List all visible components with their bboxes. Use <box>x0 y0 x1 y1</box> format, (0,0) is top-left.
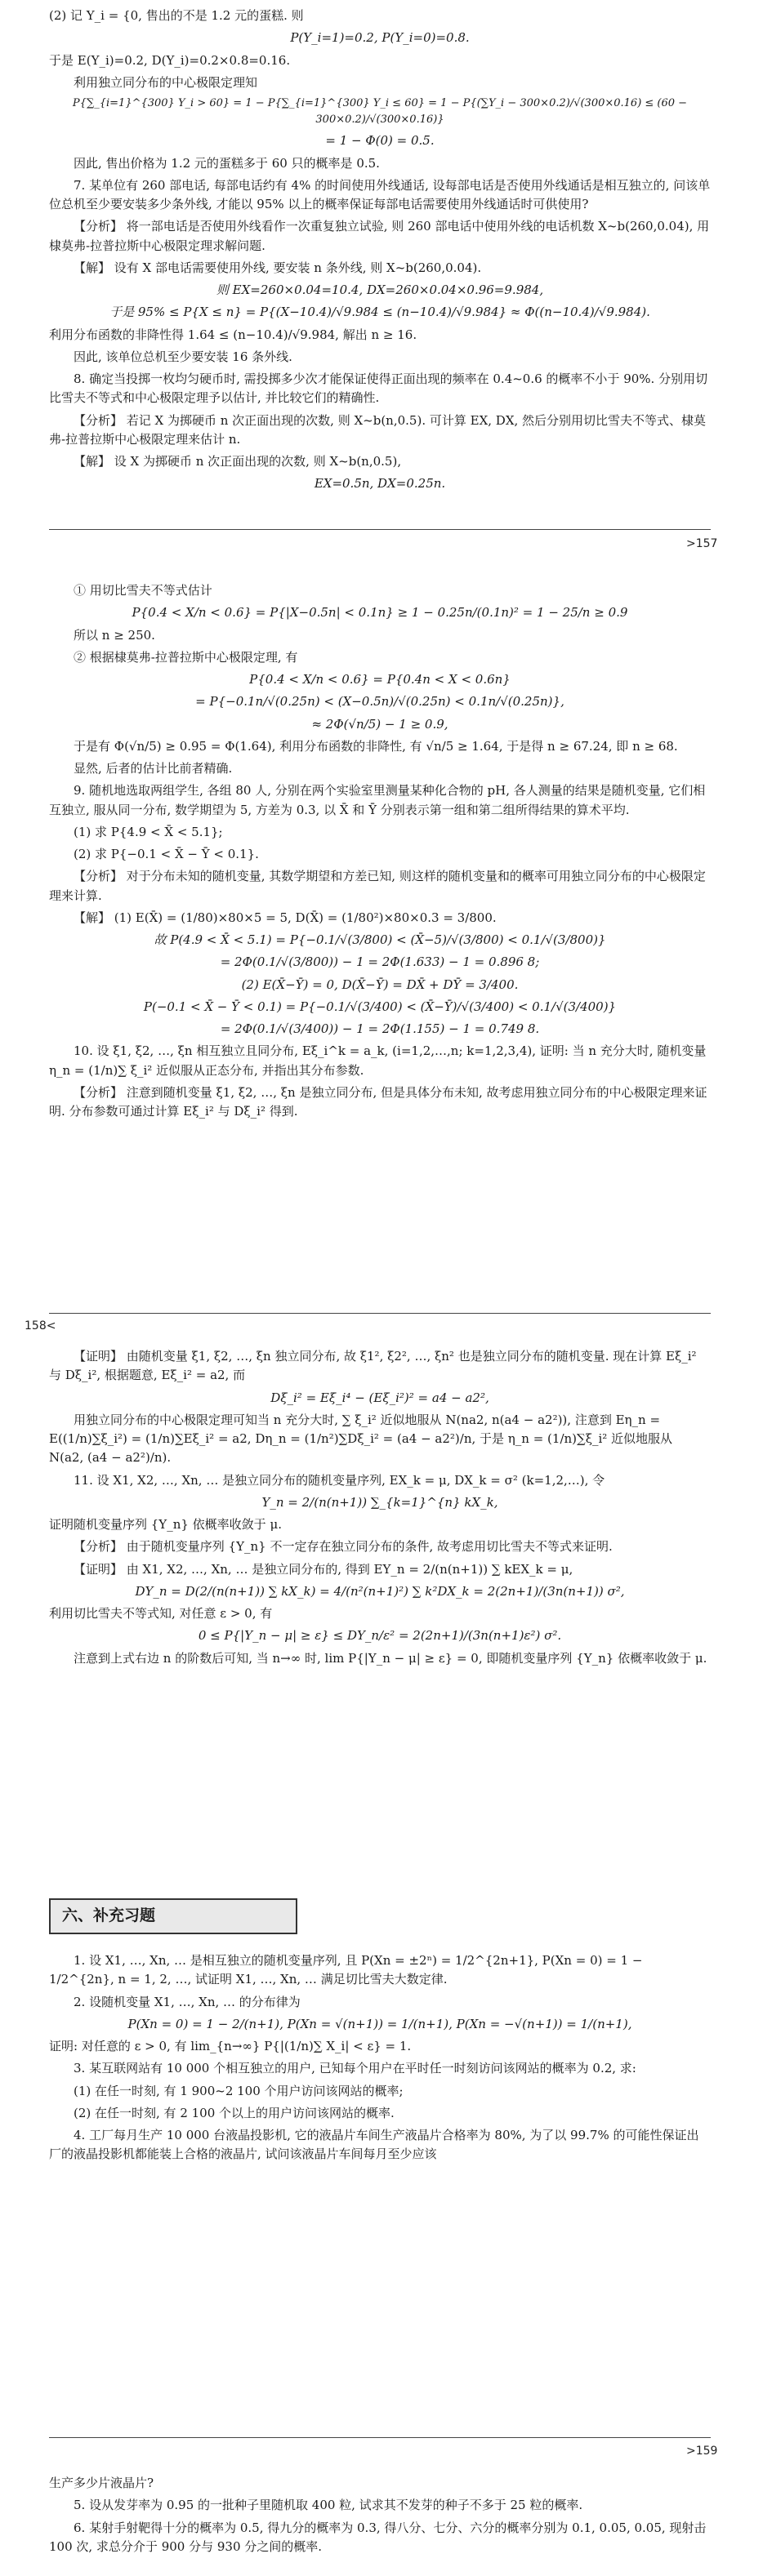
text-line: 利用切比雪夫不等式知, 对任意 ε > 0, 有 <box>49 1606 273 1621</box>
text-line: 所以 n ≥ 250. <box>74 627 155 643</box>
formula: (2) E(X̄−Ȳ) = 0, D(X̄−Ȳ) = DX̄ + DȲ = 3/400. <box>241 977 519 992</box>
formula: 于是 95% ≤ P{X ≤ n} = P{(X−10.4)/√9.984 ≤ (n−10.4)/√9.984} ≈ Φ((n−10.4)/√9.984). <box>109 305 650 320</box>
formula: = 1 − Φ(0) = 0.5. <box>325 133 435 149</box>
exercise-text: (1) 在任一时刻, 有 1 900~2 100 个用户访问该网站的概率; <box>74 2083 404 2098</box>
formula: = P{−0.1n/√(0.25n) < (X−0.5n)/√(0.25n) < 0.1n/√(0.25n)}, <box>195 694 564 710</box>
formula: Y_n = 2/(n(n+1)) ∑_{k=1}^{n} kX_k, <box>261 1494 498 1510</box>
formula: DY_n = D(2/(n(n+1)) ∑ kX_k) = 4/(n²(n+1)²) ∑ k²DX_k = 2(2n+1)/(3n(n+1)) σ², <box>135 1583 625 1599</box>
formula: 则 EX=260×0.04=10.4, DX=260×0.04×0.96=9.984, <box>216 283 544 298</box>
text-line: 证明: 对任意的 ε > 0, 有 lim_{n→∞} P{|(1/n)∑ X_i| < ε} = 1. <box>49 2039 412 2053</box>
page-divider <box>49 2437 711 2438</box>
text-line: 于是有 Φ(√n/5) ≥ 0.95 = Φ(1.64), 利用分布函数的非降性, 有 √n/5 ≥ 1.64, 于是得 n ≥ 67.24, 即 n ≥ 68. <box>74 738 678 754</box>
text-line: (2) 求 P{−0.1 < X̄ − Ȳ < 0.1}. <box>74 847 259 861</box>
problem-text: 10. 设 ξ1, ξ2, …, ξn 相互独立且同分布, Eξ_i^k = a_k, (i=1,2,…,n; k=1,2,3,4), 证明: 当 n 充分大时, 随机变量 η_n = (1/n)∑ ξ_i² 近似服从正态分布, 并指出其分布参数. <box>49 1043 707 1078</box>
text-line: 因此, 该单位总机至少要安装 16 条外线. <box>74 349 292 364</box>
problem-text: 11. 设 X1, X2, …, Xn, … 是独立同分布的随机变量序列, EX_k = μ, DX_k = σ² (k=1,2,…), 令 <box>74 1472 605 1488</box>
analysis-text: 【分析】 注意到随机变量 ξ1, ξ2, …, ξn 是独立同分布, 但是具体分布未知, 故考虑用独立同分布的中心极限定理来证明. 分布参数可通过计算 Eξ_i² 与 Dξ_i² 得到. <box>49 1084 707 1119</box>
text-line: ② 根据棣莫弗-拉普拉斯中心极限定理, 有 <box>74 649 298 665</box>
solution-text: 【解】 设 X 为掷硬币 n 次正面出现的次数, 则 X~b(n,0.5), <box>74 454 402 469</box>
section-heading <box>49 1898 297 1934</box>
proof-text: 【证明】 由 X1, X2, …, Xn, … 是独立同分布的, 得到 EY_n = 2/(n(n+1)) ∑ kEX_k = μ, <box>74 1561 573 1577</box>
analysis-text: 【分析】 对于分布未知的随机变量, 其数学期望和方差已知, 则这样的随机变量和的概率可用独立同分布的中心极限定理来计算. <box>49 869 706 903</box>
formula: 0 ≤ P{|Y_n − μ| ≥ ε} ≤ DY_n/ε² = 2(2n+1)/(3n(n+1)ε²) σ². <box>198 1628 562 1644</box>
exercise-text: 5. 设从发芽率为 0.95 的一批种子里随机取 400 粒, 试求其不发芽的种子不多于 25 粒的概率. <box>74 2498 583 2513</box>
analysis-text: 【分析】 若记 X 为掷硬币 n 次正面出现的次数, 则 X~b(n,0.5). 可计算 EX, DX, 然后分别用切比雪夫不等式、棣莫弗-拉普拉斯中心极限定理来估计 n. <box>49 412 707 447</box>
text-line: 用独立同分布的中心极限定理可知当 n 充分大时, ∑ ξ_i² 近似地服从 N(na2, n(a4 − a2²)), 注意到 Eη_n = E((1/n)∑ξ_i²) = (1/n)∑Eξ_i² = a2, Dη_n = (1/n²)∑Dξ_i² = (a4 − a2²)/n, 于是 η_n = (1/n)∑ξ_i² 近似地服从 N(a2, (a4 − a2²)/n). <box>49 1412 673 1466</box>
exercise-text: 1. 设 X1, …, Xn, … 是相互独立的随机变量序列, 且 P(Xn = ±2ⁿ) = 1/2^{2n+1}, P(Xn = 0) = 1 − 1/2^{2n}, n = 1, 2, …, 试证明 X1, …, Xn, … 满足切比雪夫大数定律. <box>49 1953 643 1987</box>
text-line: 生产多少片液晶片? <box>49 2476 154 2490</box>
content-block-3 <box>49 1347 711 1671</box>
problem-text: 8. 确定当投掷一枚均匀硬币时, 需投掷多少次才能保证使得正面出现的频率在 0.4~0.6 的概率不小于 90%. 分别用切比雪夫不等式和中心极限定理予以估计, 并比较它们的精确性. <box>49 371 708 406</box>
text-line: (2) 记 Y_i = {0, 售出的不是 1.2 元的蛋糕. 则 <box>49 8 304 23</box>
formula: P{∑_{i=1}^{300} Y_i > 60} = 1 − P{∑_{i=1}^{300} Y_i ≤ 60} = 1 − P{(∑Y_i − 300×0.2)/√(300×0.16) ≤ (60 − 300×0.2)/√(300×0.16)} <box>72 97 688 127</box>
formula: P{0.4 < X/n < 0.6} = P{|X−0.5n| < 0.1n} ≥ 1 − 0.25n/(0.1n)² = 1 − 25/n ≥ 0.9 <box>132 605 628 621</box>
problem-text: 9. 随机地选取两组学生, 各组 80 人, 分别在两个实验室里测量某种化合物的 pH, 各人测量的结果是随机变量, 它们相互独立, 服从同一分布, 数学期望为 5, 方差为 0.3, 以 X̄ 和 Ȳ 分别表示第一组和第二组所得结果的算术平均. <box>49 783 706 817</box>
formula: = 2Φ(0.1/√(3/800)) − 1 = 2Φ(1.633) − 1 = 0.896 8; <box>220 954 540 970</box>
page-divider <box>49 1313 711 1314</box>
page-divider <box>49 529 711 530</box>
page-number: >159 <box>686 2445 718 2458</box>
text-line: 注意到上式右边 n 的阶数后可知, 当 n→∞ 时, lim P{|Y_n − μ| ≥ ε} = 0, 即随机变量序列 {Y_n} 依概率收敛于 μ. <box>74 1650 707 1666</box>
problem-text: 7. 某单位有 260 部电话, 每部电话约有 4% 的时间使用外线通话, 设每部电话是否使用外线通话是相互独立的, 问该单位总机至少要安装多少条外线, 才能以 95% 以上的概率保证每部电话需要使用外线通话时可供使用? <box>49 177 711 212</box>
formula: Dξ_i² = Eξ_i⁴ − (Eξ_i²)² = a4 − a2², <box>270 1390 489 1405</box>
solution-text: 【解】 设有 X 部电话需要使用外线, 要安装 n 条外线, 则 X~b(260,0.04). <box>74 260 482 275</box>
formula: P(−0.1 < X̄ − Ȳ < 0.1) = P{−0.1/√(3/400) < (X̄−Ȳ)/√(3/400) < 0.1/√(3/400)} <box>143 999 617 1014</box>
analysis-text: 【分析】 由于随机变量序列 {Y_n} 不一定存在独立同分布的条件, 故考虑用切比雪夫不等式来证明. <box>74 1539 613 1555</box>
content-block-5 <box>49 2474 711 2560</box>
formula: P(Xn = 0) = 1 − 2/(n+1), P(Xn = √(n+1)) = 1/(n+1), P(Xn = −√(n+1)) = 1/(n+1), <box>127 2016 632 2031</box>
formula: P(Y_i=1)=0.2, P(Y_i=0)=0.8. <box>290 30 470 46</box>
exercise-text: 4. 工厂每月生产 10 000 台液晶投影机, 它的液晶片车间生产液晶片合格率为 80%, 为了以 99.7% 的可能性保证出厂的液晶投影机都能装上合格的液晶片, 试问该液晶片车间每月至少应该 <box>49 2128 699 2162</box>
formula: EX=0.5n, DX=0.25n. <box>314 476 446 492</box>
text-line: 利用独立同分布的中心极限定理知 <box>74 74 258 90</box>
page-number: >157 <box>686 537 718 550</box>
formula: 故 P(4.9 < X̄ < 5.1) = P{−0.1/√(3/800) < (X̄−5)/√(3/800) < 0.1/√(3/800)} <box>154 932 606 947</box>
proof-text: 【证明】 由随机变量 ξ1, ξ2, …, ξn 独立同分布, 故 ξ1², ξ2², …, ξn² 也是独立同分布的随机变量. 现在计算 Eξ_i² 与 Dξ_i², 根据题意, Eξ_i² = a2, 而 <box>49 1349 697 1383</box>
page-number: 158< <box>25 1319 56 1332</box>
formula: = 2Φ(0.1/√(3/400)) − 1 = 2Φ(1.155) − 1 = 0.749 8. <box>220 1021 540 1036</box>
exercise-text: 3. 某互联网站有 10 000 个相互独立的用户, 已知每个用户在平时任一时刻访问该网站的概率为 0.2, 求: <box>74 2061 636 2076</box>
exercise-text: (2) 在任一时刻, 有 2 100 个以上的用户访问该网站的概率. <box>74 2105 395 2120</box>
text-line: 证明随机变量序列 {Y_n} 依概率收敛于 μ. <box>49 1517 282 1532</box>
text-line: 于是 E(Y_i)=0.2, D(Y_i)=0.2×0.8=0.16. <box>49 52 291 68</box>
solution-text: 【解】 (1) E(X̄) = (1/80)×80×5 = 5, D(X̄) = (1/80²)×80×0.3 = 3/800. <box>74 910 497 925</box>
content-block-2 <box>49 581 711 1124</box>
exercise-text: 2. 设随机变量 X1, …, Xn, … 的分布律为 <box>74 1994 301 2009</box>
text-line: 显然, 后者的估计比前者精确. <box>74 761 233 776</box>
text-line: 因此, 售出价格为 1.2 元的蛋糕多于 60 只的概率是 0.5. <box>74 155 380 171</box>
text-line: ① 用切比雪夫不等式估计 <box>74 583 212 598</box>
exercise-text: 6. 某射手射靶得十分的概率为 0.5, 得九分的概率为 0.3, 得八分、七分、六分的概率分别为 0.1, 0.05, 0.05, 现射击 100 次, 求总分介于 900 分与 930 分之间的概率. <box>49 2520 707 2554</box>
formula: ≈ 2Φ(√n/5) − 1 ≥ 0.9, <box>311 716 448 732</box>
formula: P{0.4 < X/n < 0.6} = P{0.4n < X < 0.6n} <box>249 672 511 687</box>
text-line: 利用分布函数的非降性得 1.64 ≤ (n−10.4)/√9.984, 解出 n ≥ 16. <box>49 327 417 342</box>
analysis-text: 【分析】 将一部电话是否使用外线看作一次重复独立试验, 则 260 部电话中使用外线的电话机数 X~b(260,0.04), 用棣莫弗-拉普拉斯中心极限定理求解问题. <box>49 219 710 253</box>
section-title: 六、补充习题 <box>62 1906 156 1925</box>
content-block-1 <box>49 7 711 497</box>
content-block-4 <box>49 1951 711 2168</box>
text-line: (1) 求 P{4.9 < X̄ < 5.1}; <box>74 824 223 839</box>
